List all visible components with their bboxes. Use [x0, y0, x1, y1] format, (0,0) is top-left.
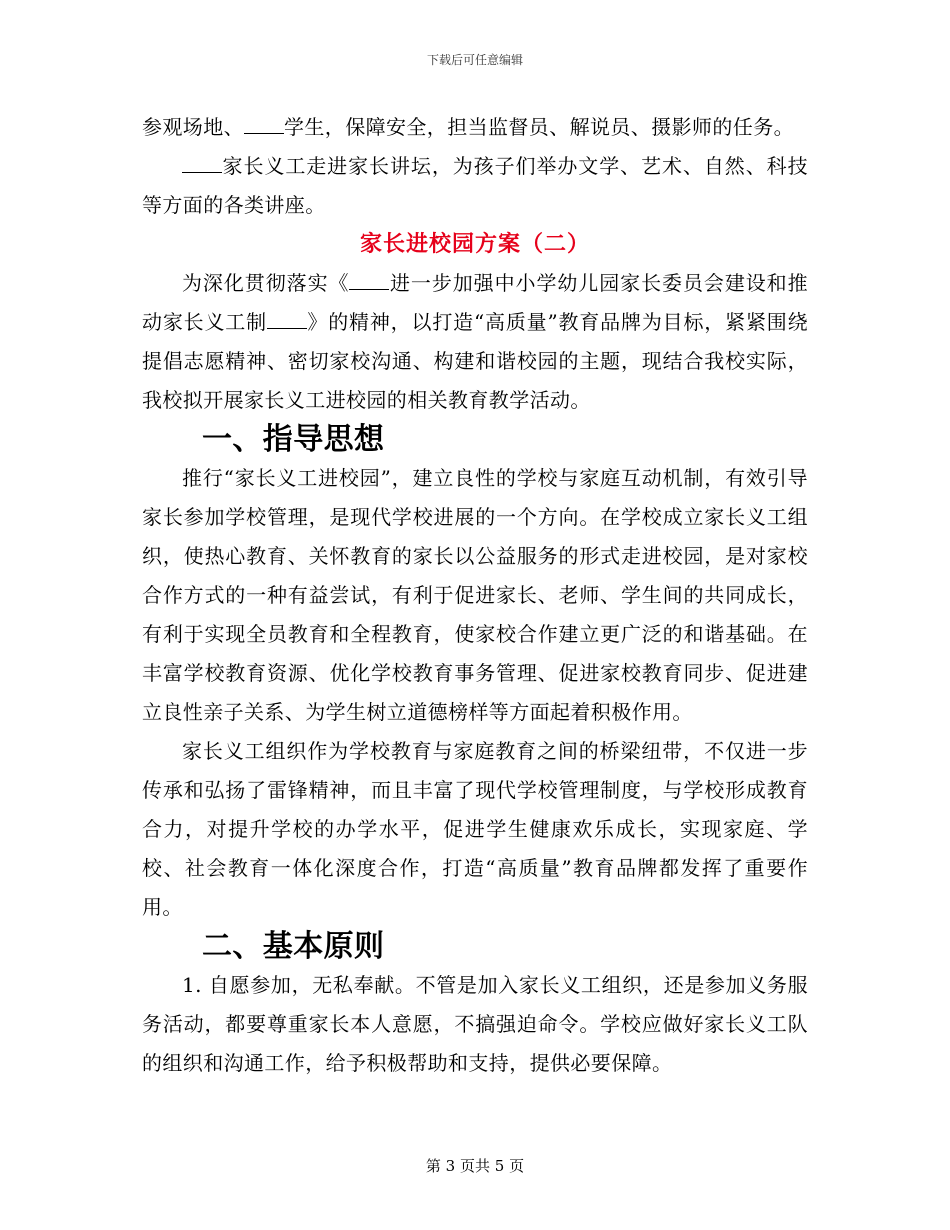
fill-in-blank: [182, 154, 222, 173]
paragraph-text: 为深化贯彻落实《: [182, 271, 350, 295]
paragraph-lecture: [142, 147, 808, 225]
paragraph-guiding-ideology-2: 家长义工组织作为学校教育与家庭教育之间的桥梁纽带，不仅进一步传承和弘扬了雷锋精神，而且丰富了现代学校管理制度，与学校形成教育合力，对提升学校的办学水平，促进学生健康欢乐成长，实现家庭、学校、社会教育一体化深度合作，打造“高质量”教育品牌都发挥了重要作用。: [142, 739, 808, 919]
paragraph-principle-1: 1. 自愿参加，无私奉献。不管是加入家长义工组织，还是参加义务服务活动，都要尊重家长本人意愿，不搞强迫命令。学校应做好家长义工队的组织和沟通工作，给予积极帮助和支持，提供必要保障。: [142, 973, 808, 1075]
paragraph-intro: [142, 264, 808, 420]
paragraph-text: 家长义工走进家长讲坛，为孩子们举办文学、艺术、自然、科技等方面的各类讲座。: [142, 154, 808, 217]
paragraph-text: 参观场地、: [142, 115, 244, 139]
fill-in-blank: [349, 271, 389, 290]
section-heading-guiding-ideology: 一、指导思想: [202, 422, 385, 457]
page-header-note: 下载后可任意编辑: [426, 53, 523, 67]
document-title: 家长进校园方案（二）: [359, 231, 590, 257]
paragraph-continued: [142, 108, 808, 147]
page-footer-number: 第 3 页共 5 页: [425, 1157, 525, 1175]
paragraph-text: 学生，保障安全，担当监督员、解说员、摄影师的任务。: [284, 115, 794, 139]
paragraph-text: 》的精神，以打造“高质量”教育品牌为目标，紧紧围绕提倡志愿精神、密切家校沟通、构建和谐校园的主题，现结合我校实际，我校拟开展家长义工进校园的相关教育教学活动。: [142, 310, 808, 412]
paragraph-guiding-ideology-1: 推行“家长义工进校园”，建立良性的学校与家庭互动机制，有效引导家长参加学校管理，是现代学校进展的一个方向。在学校成立家长义工组织，使热心教育、关怀教育的家长以公益服务的形式走进校园，是对家校合作方式的一种有益尝试，有利于促进家长、老师、学生间的共同成长，有利于实现全员教育和全程教育，使家校合作建立更广泛的和谐基础。在丰富学校教育资源、优化学校教育事务管理、促进家校教育同步、促进建立良性亲子关系、为学生树立道德榜样等方面起着积极作用。: [142, 466, 808, 724]
fill-in-blank: [267, 310, 307, 329]
paragraph-text: 进一步加强中小学幼儿园家长委员会建设和推动家长义工制: [142, 271, 809, 334]
fill-in-blank: [244, 115, 284, 134]
document-body: [142, 108, 808, 1083]
section-heading-basic-principles: 二、基本原则: [202, 929, 385, 964]
